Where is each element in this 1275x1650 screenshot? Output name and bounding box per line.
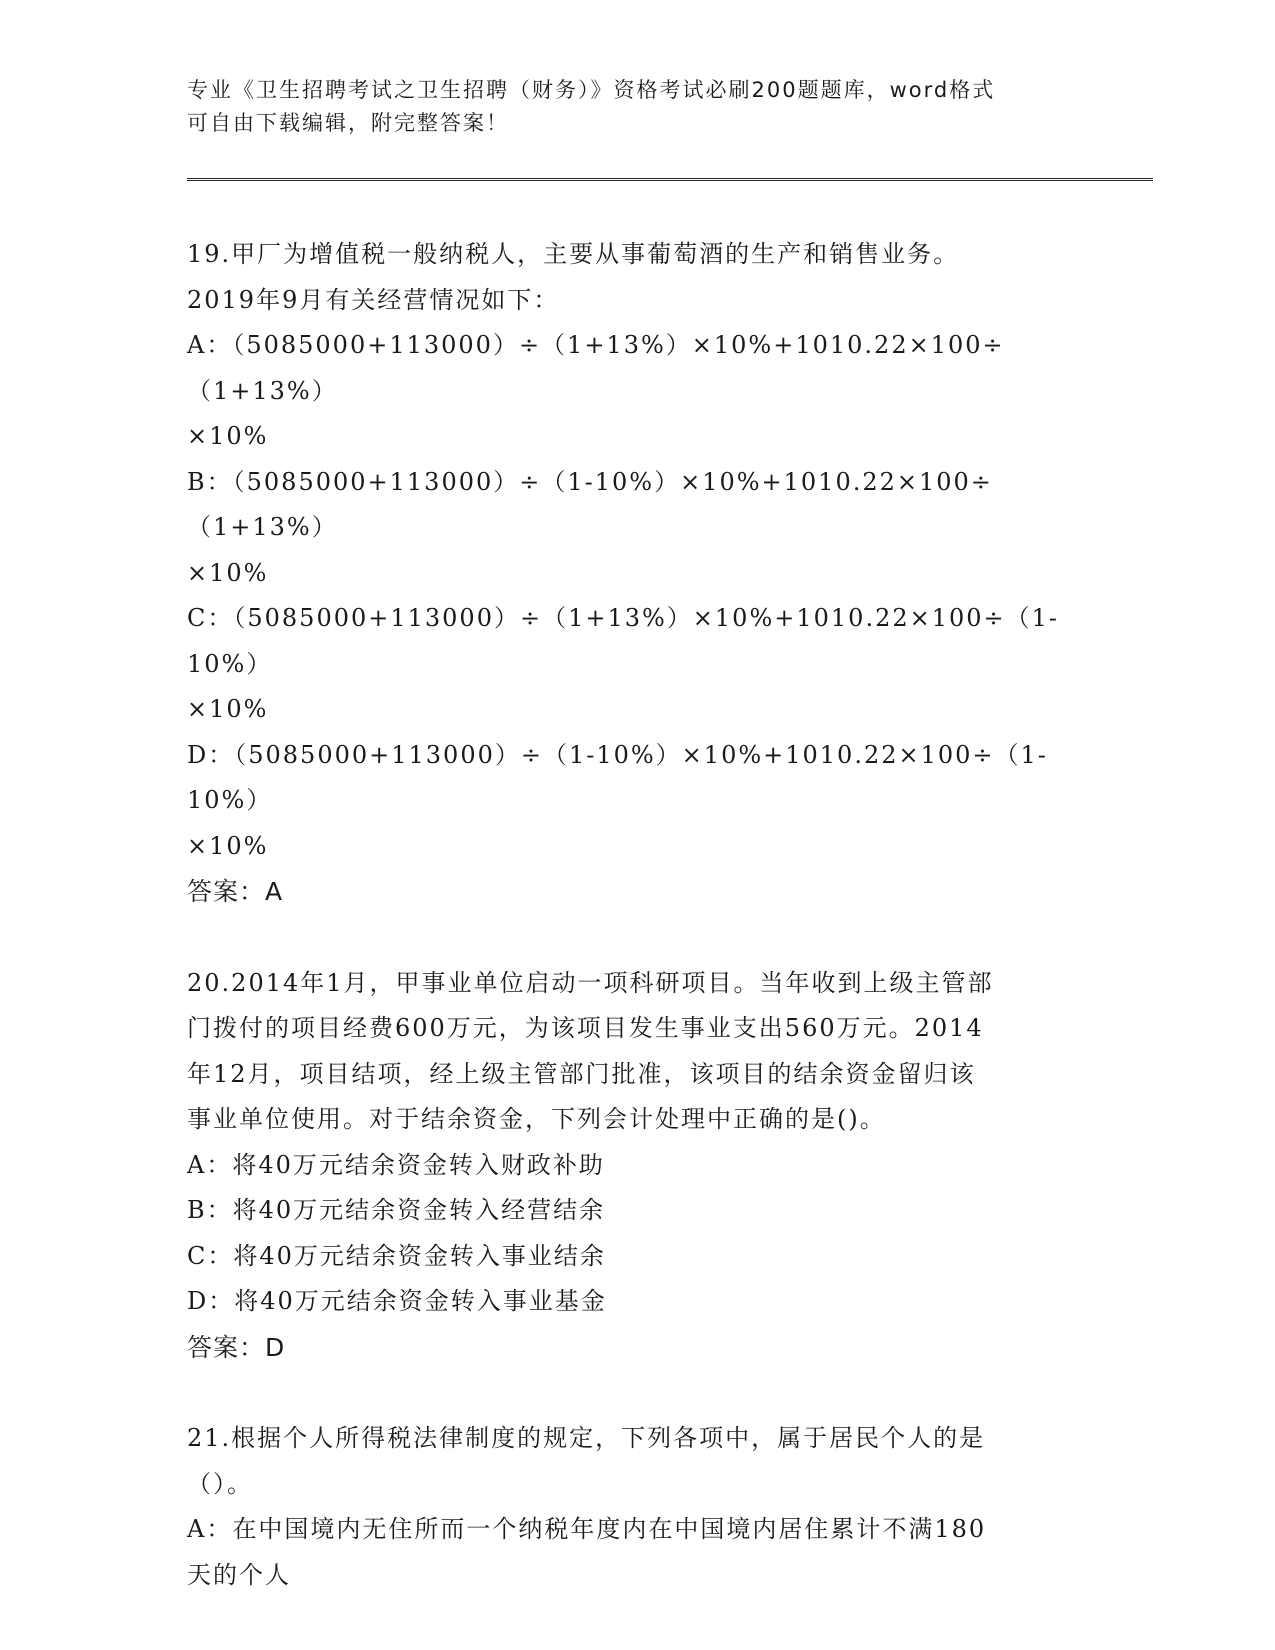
option-text: A：（5085000+113000）÷（1+13%）×10%+1010.22×100÷（1+13%） [187, 331, 1005, 405]
question-stem-line: （）。 [187, 1469, 253, 1498]
option-text: D：（5085000+113000）÷（1-10%）×10%+1010.22×100÷（1-10%） [187, 740, 1048, 814]
option-c [187, 596, 1087, 733]
option-a [187, 1507, 1087, 1598]
question-stem-line: 21.根据个人所得税法律制度的规定，下列各项中，属于居民个人的是 [187, 1424, 986, 1452]
option-text: ×10% [187, 422, 269, 450]
option-d: D：将40万元结余资金转入事业基金 [187, 1287, 607, 1315]
question-20 [187, 961, 1087, 1371]
option-text: 天的个人 [187, 1560, 291, 1589]
question-stem-line: 事业单位使用。对于结余资金，下列会计处理中正确的是()。 [187, 1105, 886, 1133]
document-header [187, 74, 1087, 140]
header-line-1: 专业《卫生招聘考试之卫生招聘（财务）》资格考试必刷200题题库，word格式 [187, 78, 996, 102]
question-stem-line: 19.甲厂为增值税一般纳税人，主要从事葡萄酒的生产和销售业务。 [187, 240, 960, 268]
answer-label: 答案：D [187, 1332, 286, 1362]
option-b: B：将40万元结余资金转入经营结余 [187, 1196, 606, 1224]
option-text: B：（5085000+113000）÷（1-10%）×10%+1010.22×100÷（1+13%） [187, 467, 993, 541]
option-b [187, 460, 1087, 597]
question-stem-line: 年12月，项目结项，经上级主管部门批准，该项目的结余资金留归该 [187, 1059, 976, 1088]
option-a [187, 323, 1087, 460]
option-text: C：（5085000+113000）÷（1+13%）×10%+1010.22×100÷（1-10%） [187, 604, 1060, 678]
option-text: ×10% [187, 695, 269, 723]
option-text: ×10% [187, 831, 269, 860]
option-text: ×10% [187, 558, 269, 587]
answer-label: 答案：A [187, 877, 284, 906]
question-list [187, 232, 1087, 1644]
option-c: C：将40万元结余资金转入事业结余 [187, 1241, 606, 1270]
option-d [187, 733, 1087, 870]
header-line-2: 可自由下载编辑，附完整答案！ [187, 111, 509, 135]
question-19 [187, 232, 1087, 915]
question-stem-line: 20.2014年1月，甲事业单位启动一项科研项目。当年收到上级主管部 [187, 968, 994, 997]
option-text: A：在中国境内无住所而一个纳税年度内在中国境内居住累计不满180 [187, 1515, 987, 1543]
question-21 [187, 1416, 1087, 1598]
header-divider [187, 178, 1153, 181]
question-stem-line: 2019年9月有关经营情况如下： [187, 285, 560, 314]
option-a: A：将40万元结余资金转入财政补助 [187, 1150, 605, 1179]
question-stem-line: 门拨付的项目经费600万元，为该项目发生事业支出560万元。2014 [187, 1014, 984, 1042]
